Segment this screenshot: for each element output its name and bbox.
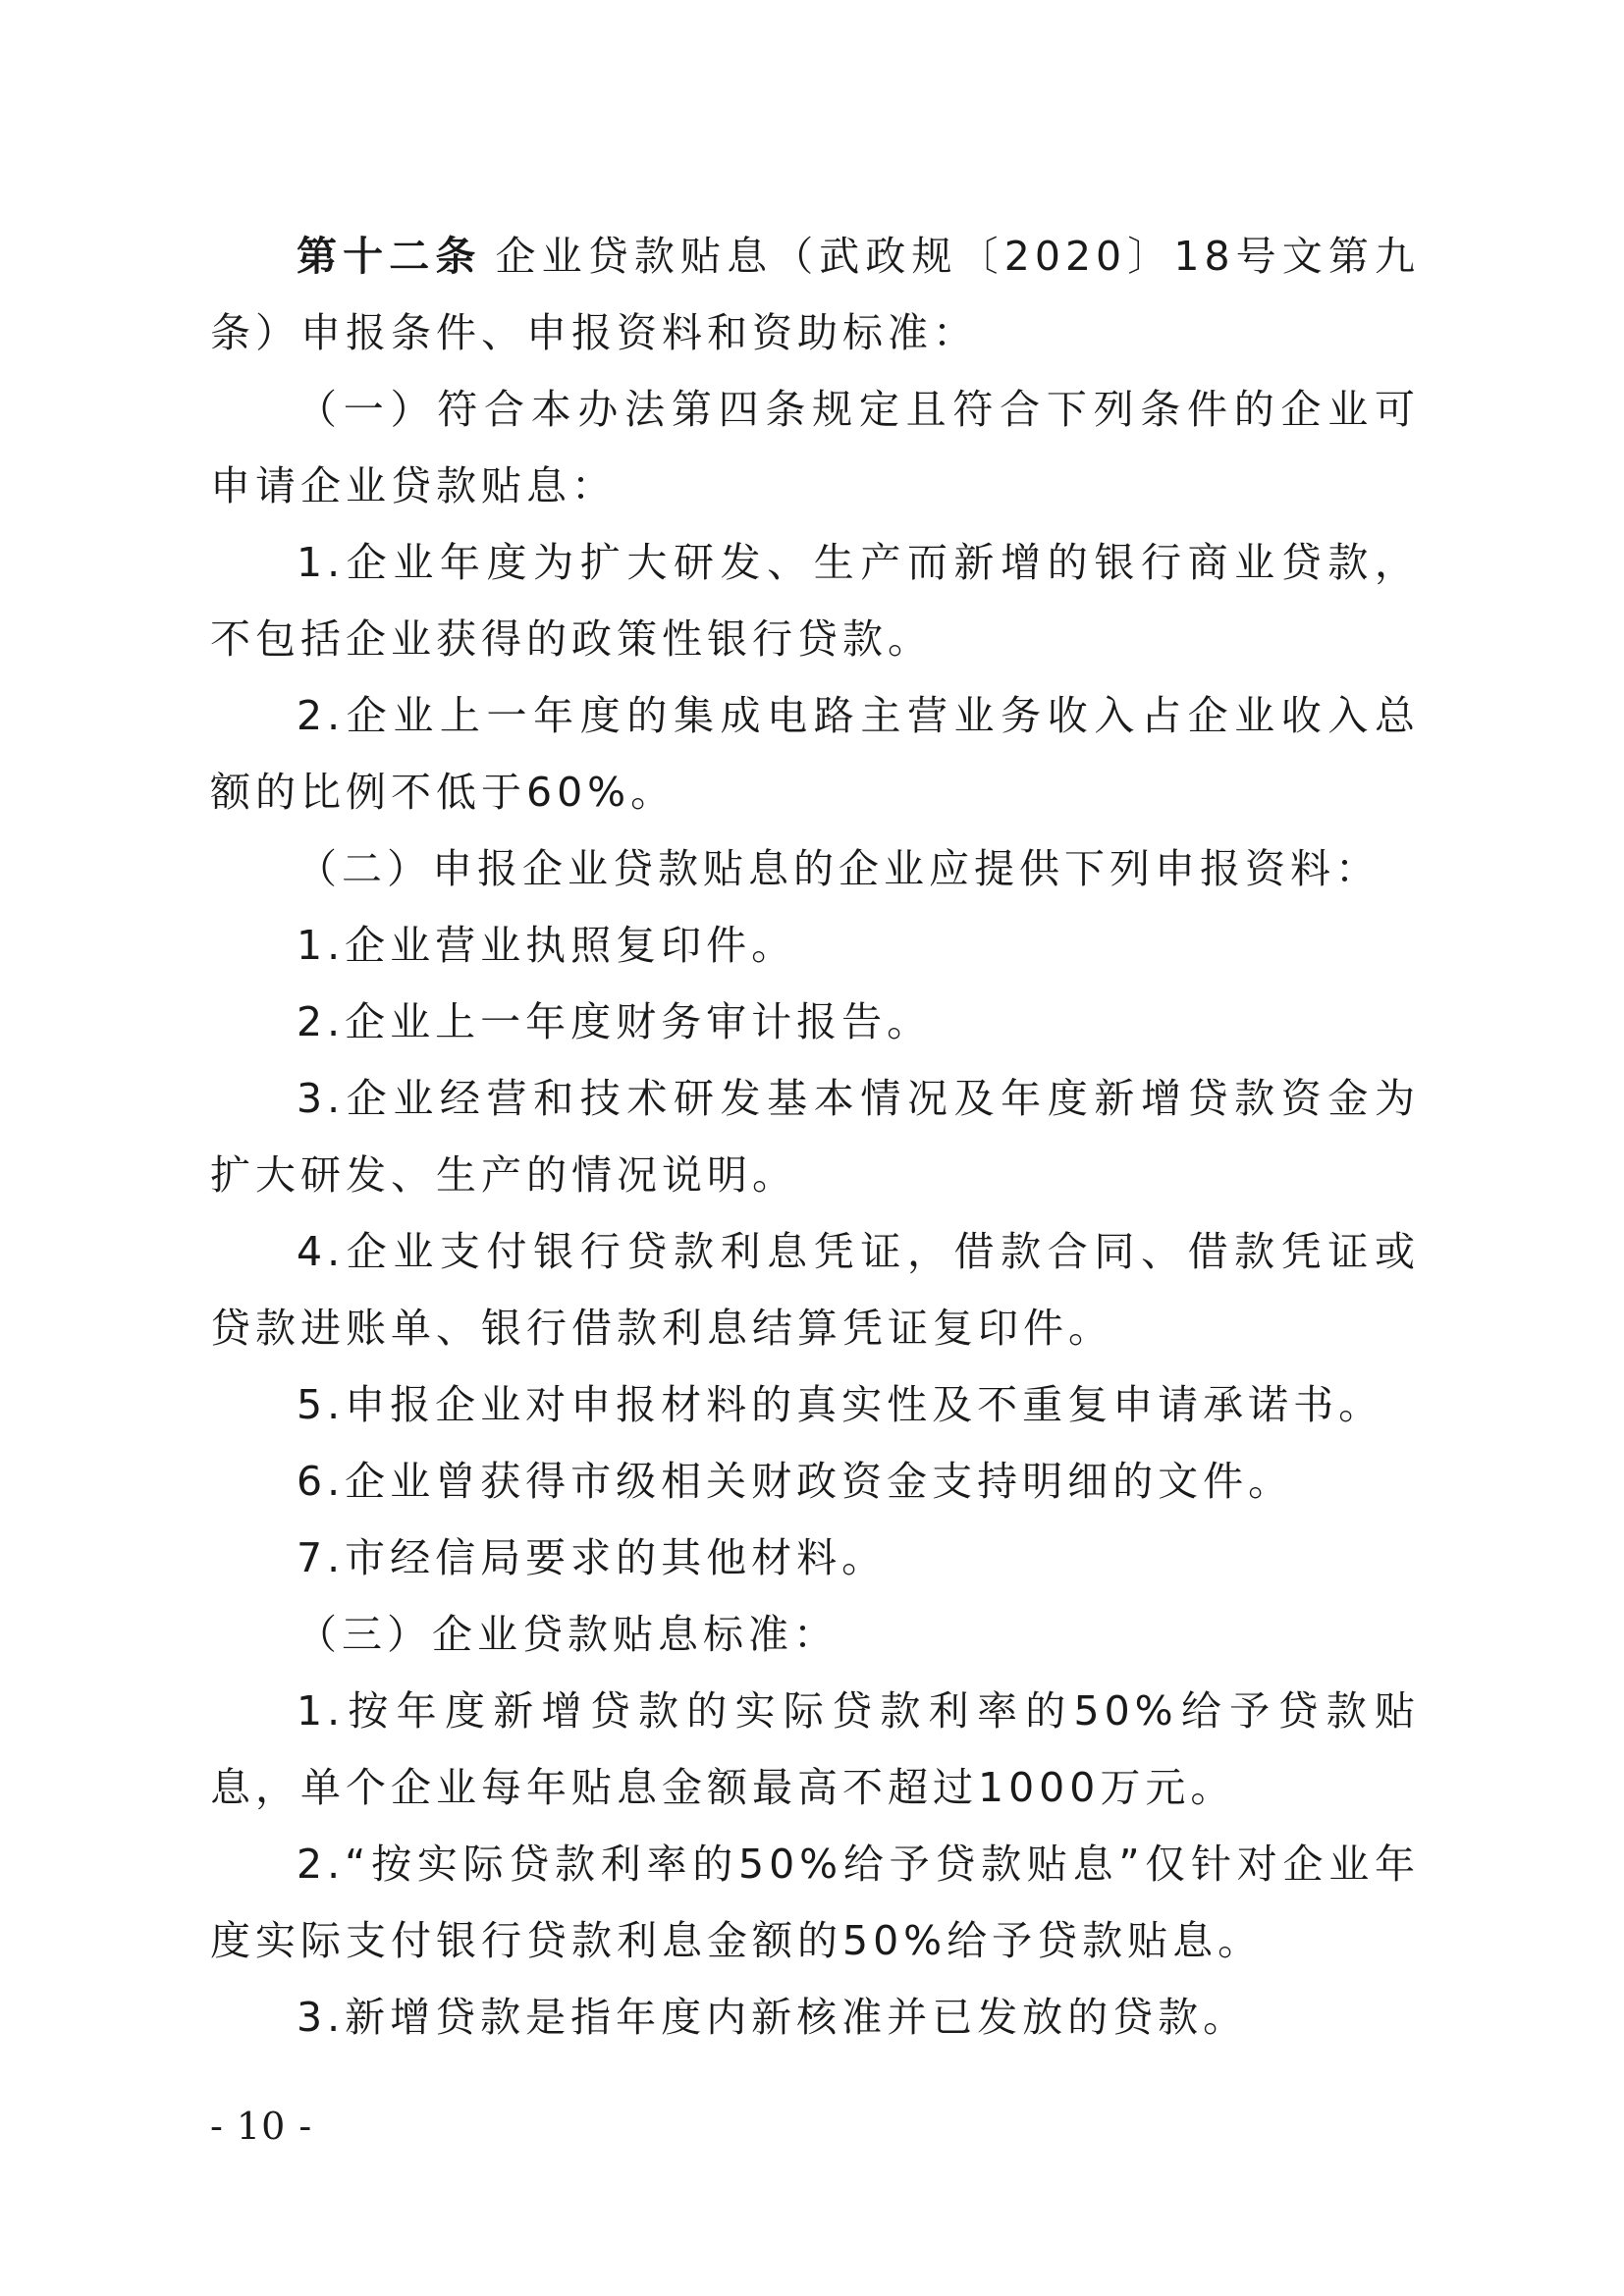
paragraph-standard-2: 2.“按实际贷款利率的50%给予贷款贴息”仅针对企业年度实际支付银行贷款利息金额的50%给予贷款贴息。 (210, 1841, 1420, 1964)
article-title: 第十二条 (297, 233, 482, 280)
paragraph-condition-1: 1.企业年度为扩大研发、生产而新增的银行商业贷款，不包括企业获得的政策性银行贷款。 (210, 539, 1420, 663)
paragraph-material-1: 1.企业营业执照复印件。 (297, 922, 797, 969)
paragraph-section-three-intro: （三）企业贷款贴息标准： (297, 1611, 839, 1658)
paragraph-material-5: 5.申报企业对申报材料的真实性及不重复申请承诺书。 (297, 1381, 1384, 1428)
paragraph-material-2: 2.企业上一年度财务审计报告。 (297, 998, 933, 1045)
paragraph-material-3: 3.企业经营和技术研发基本情况及年度新增贷款资金为扩大研发、生产的情况说明。 (210, 1075, 1420, 1199)
paragraph-standard-3: 3.新增贷款是指年度内新核准并已发放的贷款。 (297, 1994, 1249, 2041)
paragraph-material-7: 7.市经信局要求的其他材料。 (297, 1534, 888, 1581)
document-body (210, 218, 1420, 2056)
paragraph-material-6: 6.企业曾获得市级相关财政资金支持明细的文件。 (297, 1458, 1294, 1505)
article-heading-paragraph (210, 218, 1420, 371)
paragraph-condition-2: 2.企业上一年度的集成电路主营业务收入占企业收入总额的比例不低于60%。 (210, 692, 1420, 816)
paragraph-section-two-intro: （二）申报企业贷款贴息的企业应提供下列申报资料： (297, 845, 1380, 892)
paragraph-section-one-intro: （一）符合本办法第四条规定且符合下列条件的企业可申请企业贷款贴息： (210, 386, 1420, 509)
paragraph-material-4: 4.企业支付银行贷款利息凭证，借款合同、借款凭证或贷款进账单、银行借款利息结算凭证复印件。 (210, 1228, 1420, 1352)
paragraph-standard-1: 1.按年度新增贷款的实际贷款利率的50%给予贷款贴息，单个企业每年贴息金额最高不超过1000万元。 (210, 1687, 1420, 1811)
page-number: - 10 - (210, 2105, 313, 2148)
article-heading-text: 企业贷款贴息（武政规〔2020〕18号文第九条）申报条件、申报资料和资助标准： (210, 233, 1421, 356)
